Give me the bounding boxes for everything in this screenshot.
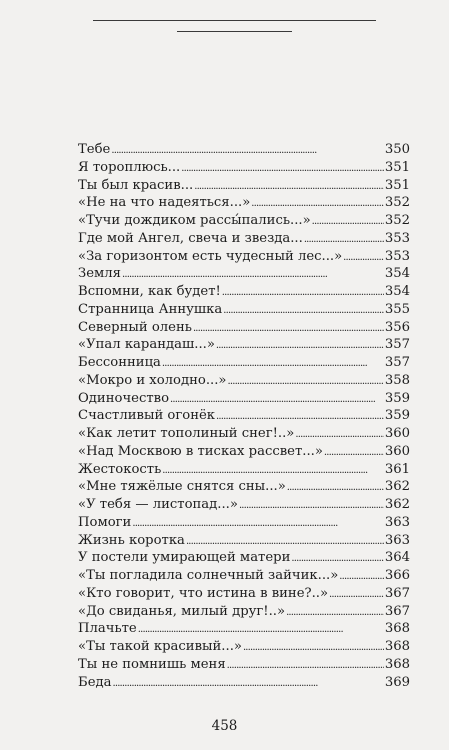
toc-entry-page: 355 <box>384 301 410 317</box>
dot-leader <box>111 141 383 160</box>
toc-entry-page: 363 <box>384 532 410 548</box>
dot-leader <box>287 478 384 497</box>
toc-entry-page: 369 <box>384 674 410 690</box>
toc-entry-page: 367 <box>384 585 410 601</box>
toc-entry-page: 358 <box>384 372 410 388</box>
toc-entry <box>78 532 410 550</box>
toc-entry-page: 360 <box>384 443 410 459</box>
toc-entry-page: 353 <box>384 230 410 246</box>
page-number: 458 <box>211 718 238 734</box>
dot-leader <box>181 159 384 178</box>
toc-entry <box>78 585 410 603</box>
toc-entry-page: 357 <box>384 355 410 370</box>
toc-entry-title: «Мокро и холодно...» <box>78 372 227 388</box>
dot-leader <box>329 585 384 604</box>
toc-entry-page: 366 <box>384 568 410 583</box>
toc-entry-page: 364 <box>384 550 410 566</box>
toc-entry-page: 363 <box>384 514 410 530</box>
toc-entry-page: 354 <box>384 266 410 282</box>
toc-entry-title: Счастливый огонёк <box>78 408 216 424</box>
toc-entry-page: 359 <box>384 408 410 424</box>
toc-entry <box>78 443 410 461</box>
toc-entry-title: Одиночество <box>78 390 170 406</box>
toc-entry-title: Жизнь коротка <box>78 532 185 548</box>
toc-entry-title: «Над Москвою в тисках рассвет...» <box>78 443 323 459</box>
toc-entry-title: Ты не помнишь меня <box>78 656 226 672</box>
toc-entry <box>78 283 410 301</box>
toc-entry-title: Странница Аннушка <box>78 301 223 317</box>
toc-entry-page: 367 <box>384 603 410 619</box>
toc-entry <box>78 674 410 692</box>
toc-entry-title: «Кто говорит, что истина в вине?..» <box>78 585 329 601</box>
toc-entry-page: 362 <box>384 479 410 495</box>
toc-entry-title: Плачьте <box>78 621 137 637</box>
header-rule-long <box>93 20 376 21</box>
toc-entry-title: «Как летит тополиный снег!..» <box>78 426 295 441</box>
dot-leader <box>193 319 384 338</box>
dot-leader <box>138 620 384 639</box>
header-rule-short <box>177 31 292 32</box>
dot-leader <box>227 656 384 675</box>
dot-leader <box>228 372 384 391</box>
toc-entry-page: 368 <box>384 656 410 672</box>
toc-entry <box>78 461 410 479</box>
dot-leader <box>112 674 383 693</box>
toc-entry <box>78 248 410 266</box>
toc-entry-page: 357 <box>384 337 410 353</box>
toc-entry-page: 350 <box>384 142 410 157</box>
toc-entry <box>78 638 410 656</box>
dot-leader <box>339 567 384 586</box>
toc-entry <box>78 265 410 283</box>
toc-entry <box>78 354 410 372</box>
toc-entry-page: 361 <box>384 461 410 477</box>
toc-entry-title: «До свиданья, милый друг!..» <box>78 603 286 619</box>
toc-entry-page: 362 <box>384 497 410 512</box>
toc-entry <box>78 194 410 212</box>
dot-leader <box>304 230 384 249</box>
toc-entry-page: 360 <box>384 426 410 441</box>
toc-entry <box>78 567 410 585</box>
toc-entry <box>78 159 410 177</box>
toc-entry-title: «Тучи дождиком рассы́пались...» <box>78 213 311 228</box>
dot-leader <box>286 603 384 622</box>
toc-entry-page: 368 <box>384 639 410 654</box>
toc-entry <box>78 656 410 674</box>
toc-entry-title: «Ты такой красивый...» <box>78 639 242 654</box>
toc-entry-page: 354 <box>384 284 410 299</box>
toc-entry-title: «Упал карандаш...» <box>78 337 215 353</box>
dot-leader <box>251 194 384 213</box>
toc-entry <box>78 301 410 319</box>
dot-leader <box>162 461 384 480</box>
toc-entry <box>78 549 410 567</box>
toc-entry-title: Беда <box>78 674 112 690</box>
toc-entry-title: Вспомни, как будет! <box>78 284 221 299</box>
toc-entry-title: «За горизонтом есть чудесный лес...» <box>78 248 343 264</box>
dot-leader <box>186 532 384 551</box>
toc-entry-page: 352 <box>384 213 410 228</box>
toc-entry <box>78 496 410 514</box>
toc-entry-page: 368 <box>384 621 410 637</box>
dot-leader <box>312 212 384 231</box>
toc-entry-page: 359 <box>384 390 410 406</box>
toc-entry <box>78 514 410 532</box>
dot-leader <box>122 265 384 284</box>
toc-entry <box>78 212 410 230</box>
toc-entry <box>78 425 410 443</box>
dot-leader <box>239 496 384 515</box>
table-of-contents <box>78 141 410 691</box>
toc-entry-title: «У тебя — листопад...» <box>78 497 238 512</box>
toc-entry <box>78 620 410 638</box>
toc-entry-title: Тебе <box>78 142 111 157</box>
dot-leader <box>194 177 384 196</box>
toc-entry <box>78 336 410 354</box>
toc-entry-title: Я тороплюсь... <box>78 159 181 175</box>
toc-entry <box>78 230 410 248</box>
dot-leader <box>291 549 383 568</box>
toc-entry-title: Бессонница <box>78 355 161 370</box>
dot-leader <box>162 354 384 373</box>
dot-leader <box>222 283 384 302</box>
toc-entry <box>78 319 410 337</box>
toc-entry-title: Жестокость <box>78 461 162 477</box>
toc-entry-title: Ты был красив... <box>78 177 194 193</box>
toc-entry <box>78 141 410 159</box>
toc-entry <box>78 177 410 195</box>
toc-entry <box>78 603 410 621</box>
toc-entry-title: «Не на что надеяться...» <box>78 195 251 211</box>
toc-entry-page: 351 <box>384 159 410 175</box>
toc-entry <box>78 390 410 408</box>
dot-leader <box>243 638 384 657</box>
toc-entry-title: «Мне тяжёлые снятся сны...» <box>78 479 286 495</box>
toc-entry-page: 351 <box>384 177 410 193</box>
dot-leader <box>324 443 384 462</box>
toc-entry <box>78 372 410 390</box>
toc-entry <box>78 478 410 496</box>
toc-entry <box>78 407 410 425</box>
dot-leader <box>223 301 384 320</box>
toc-entry-page: 353 <box>384 248 410 264</box>
dot-leader <box>132 514 383 533</box>
dot-leader <box>295 425 383 444</box>
toc-entry-title: Помоги <box>78 514 132 530</box>
dot-leader <box>343 248 384 267</box>
dot-leader <box>170 390 384 409</box>
dot-leader <box>216 336 384 355</box>
toc-entry-title: Северный олень <box>78 319 192 335</box>
toc-entry-page: 352 <box>384 195 410 211</box>
dot-leader <box>216 407 384 426</box>
toc-entry-title: Где мой Ангел, свеча и звезда... <box>78 230 303 246</box>
toc-entry-title: Земля <box>78 266 121 282</box>
toc-entry-title: У постели умирающей матери <box>78 550 291 566</box>
toc-entry-title: «Ты погладила солнечный зайчик...» <box>78 568 339 583</box>
toc-entry-page: 356 <box>384 319 410 335</box>
